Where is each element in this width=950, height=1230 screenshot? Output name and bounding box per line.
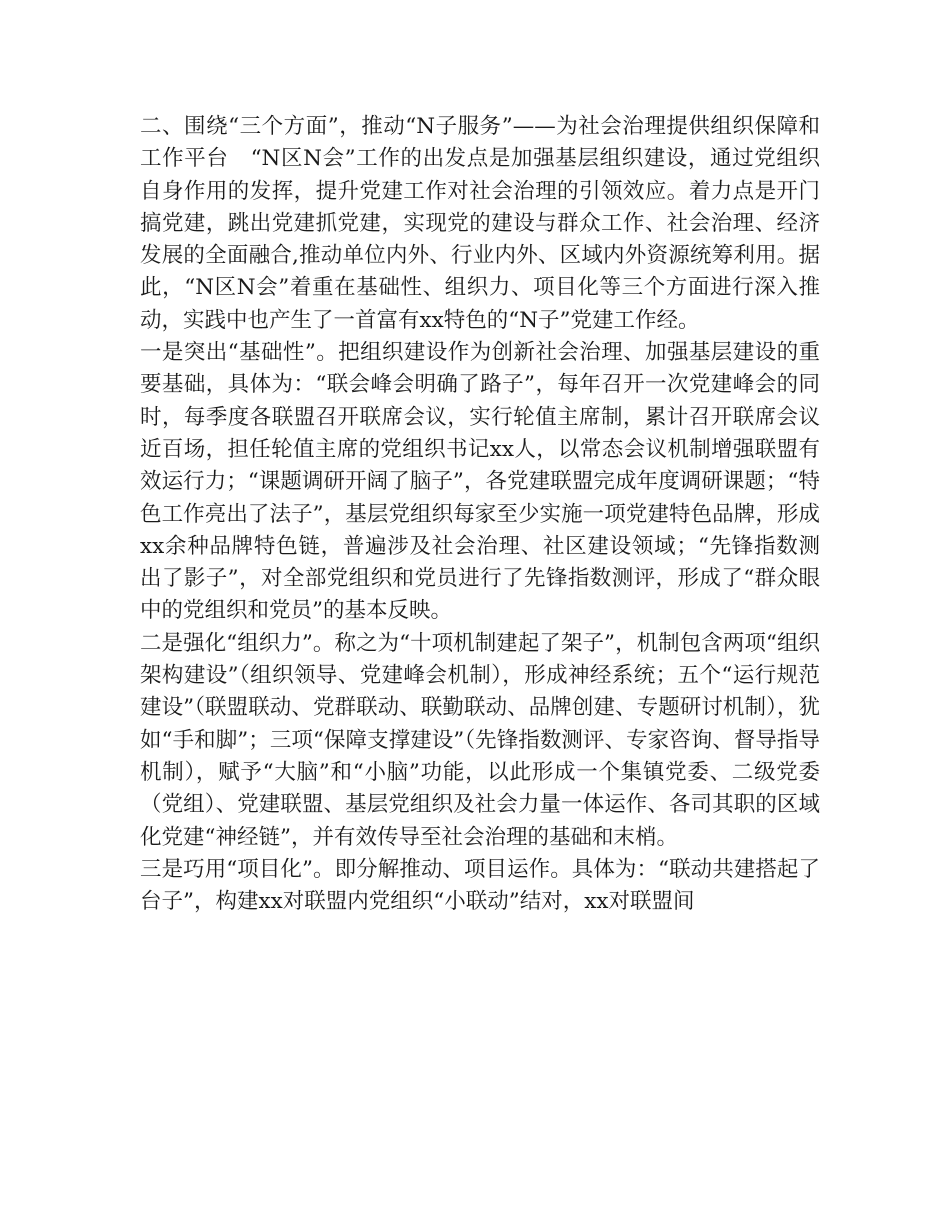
paragraph-basic-nature: 一是突出“基础性”。把组织建设作为创新社会治理、加强基层建设的重要基础，具体为：“联会峰会明确了路子”，每年召开一次党建峰会的同时，每季度各联盟召开联席会议，实行轮值主席制，累计召开联席会议近百场，担任轮值主席的党组织书记xx人，以常态会议机制增强联盟有效运行力；“课题调研开阔了脑子”，各党建联盟完成年度调研课题；“特色工作亮出了法子”，基层党组织每家至少实施一项党建特色品牌，形成xx余种品牌特色链，普遍涉及社会治理、社区建设领域；“先锋指数测出了影子”，对全部党组织和党员进行了先锋指数测评，形成了“群众眼中的党组织和党员”的基本反映。 (140, 340, 820, 624)
paragraph-section-two-intro: 二、围绕“三个方面”，推动“N子服务”——为社会治理提供组织保障和工作平台 “N区N会”工作的出发点是加强基层组织建设，通过党组织自身作用的发挥，提升党建工作对社会治理的引领效应。着力点是开门搞党建，跳出党建抓党建，实现党的建设与群众工作、社会治理、经济发展的全面融合,推动单位内外、行业内外、区域内外资源统筹利用。据此，“N区N会”着重在基础性、组织力、项目化等三个方面进行深入推动，实践中也产生了一首富有xx特色的“N子”党建工作经。 (140, 114, 820, 333)
paragraph-organizational-power: 二是强化“组织力”。称之为“十项机制建起了架子”，机制包含两项“组织架构建设”（组织领导、党建峰会机制），形成神经系统；五个“运行规范建设”（联盟联动、党群联动、联勤联动、品牌创建、专题研讨机制），犹如“手和脚”；三项“保障支撑建设”（先锋指数测评、专家咨询、督导指导机制），赋予“大脑”和“小脑”功能，以此形成一个集镇党委、二级党委（党组）、党建联盟、基层党组织及社会力量一体运作、各司其职的区域化党建“神经链”，并有效传导至社会治理的基础和末梢。 (140, 630, 820, 850)
paragraph-project-based: 三是巧用“项目化”。即分解推动、项目运作。具体为：“联动共建搭起了台子”，构建xx对联盟内党组织“小联动”结对，xx对联盟间 (140, 856, 820, 915)
document-body (140, 111, 820, 918)
